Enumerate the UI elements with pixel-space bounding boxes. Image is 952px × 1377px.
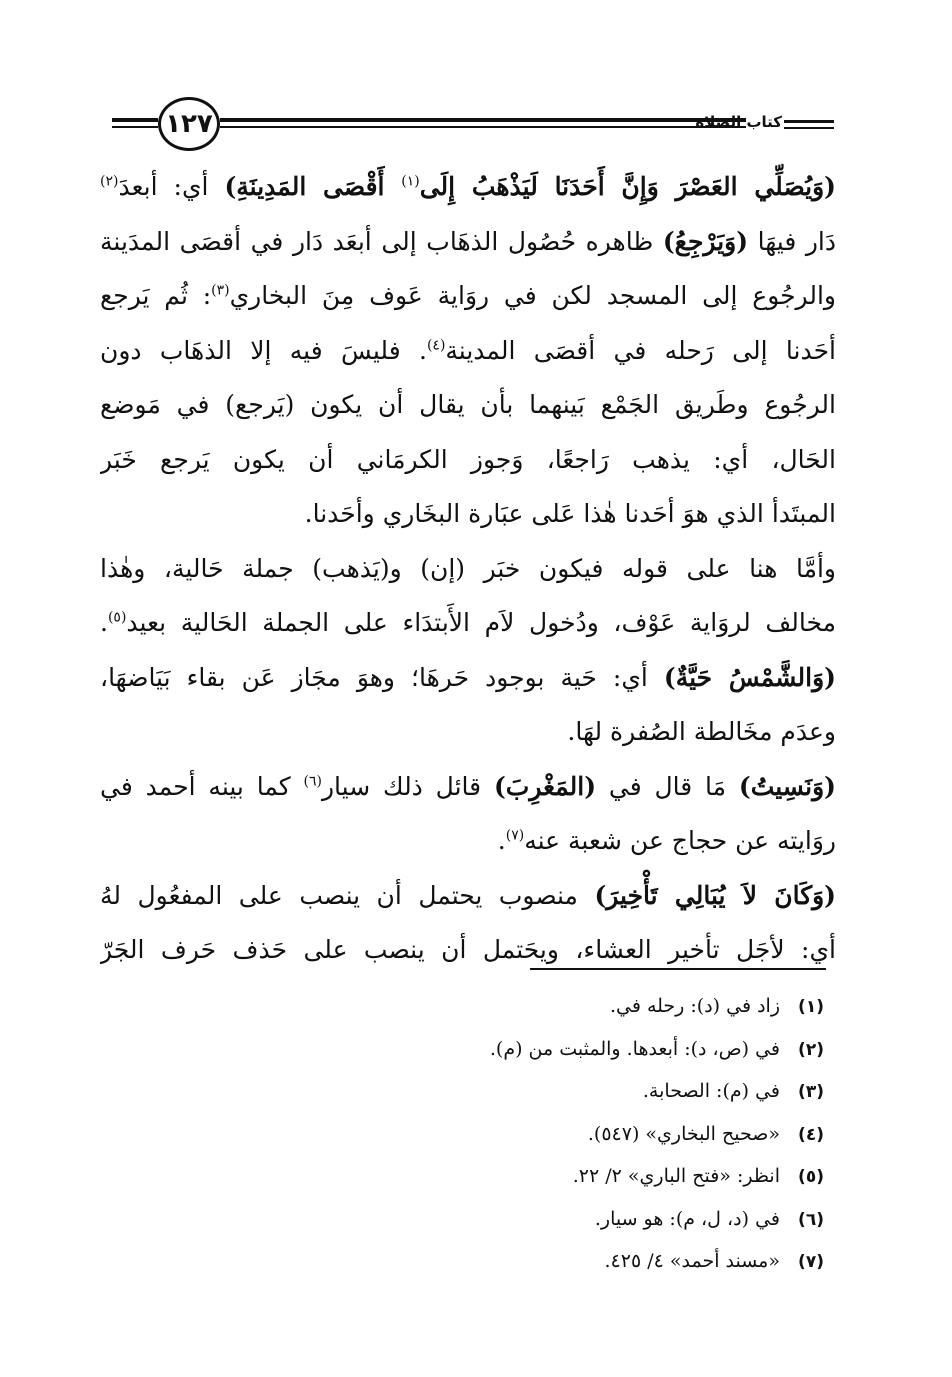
matn-quote: أَقْصَى المَدِينَةِ): [224, 172, 402, 201]
footnote-text: «مسند أحمد» ٤/ ٤٢٥.: [604, 1250, 780, 1272]
commentary-text: أي: حَية بوجود حَرهَا؛ وهوَ مجَاز عَن بقاء بَيَاضهَا،: [100, 662, 664, 692]
text-line: [100, 433, 836, 488]
header-rule: [112, 126, 158, 128]
text-line: [100, 760, 836, 815]
page-number-badge: [158, 97, 220, 151]
text-line: [100, 324, 836, 379]
footnote: [400, 1070, 824, 1113]
footnote-text: في (م): الصحابة.: [642, 1080, 780, 1102]
header-rule: [220, 118, 746, 122]
footnote-ref: (١): [401, 173, 420, 190]
text-line: [100, 487, 836, 542]
matn-quote: (وَيُصَلِّي العَصْرَ وَإِنَّ أَحَدَنَا لَيَذْهَبُ إِلَى: [419, 172, 836, 201]
commentary-text: الحَال، أي: يذهب رَاجعًا، وَجوز الكرمَاني أن يكون يَرجع خَبَر: [100, 444, 836, 474]
footnote: [400, 985, 824, 1028]
commentary-text: : ثُم يَرجع: [100, 281, 212, 310]
header-rule: [220, 126, 746, 128]
matn-quote: (وَكَانَ لاَ يُبَالِي تَأْخِيرَ): [594, 880, 836, 910]
commentary-text: والرجُوع إلى المسجد لكن في روَاية عَوف مِنَ البخاري: [229, 281, 836, 310]
commentary-text: قائل ذلك سيار: [321, 771, 494, 801]
matn-quote: (وَنَسِيتُ): [738, 771, 836, 801]
matn-quote: (وَالشَّمْسُ حَيَّةٌ): [663, 662, 836, 692]
text-line: [100, 814, 836, 869]
commentary-text: وعدَم مخَالطة الصُفرة لهَا.: [567, 717, 836, 746]
commentary-text: أي: أبعدَ: [118, 172, 225, 201]
text-line: [100, 160, 836, 215]
main-text: [100, 160, 836, 978]
header-rule: [784, 120, 834, 123]
text-line: [100, 542, 836, 597]
footnote-text: في (ص، د): أبعدها. والمثبت من (م).: [489, 1037, 780, 1060]
commentary-text: مخالف لروَاية عَوْف، ودُخول لاَم الأَبتدَاء على الجملة الحَالية بعيد: [126, 608, 836, 637]
running-title: كتاب الصلاة: [695, 113, 782, 131]
text-line: [100, 269, 836, 324]
commentary-text: المبتَدأ الذي هوَ أحَدنا هٰذا عَلى عبَارة البخَاري وأحَدنا.: [304, 499, 836, 528]
commentary-text: .: [497, 826, 506, 855]
footnote: [400, 1113, 824, 1156]
page-header: [112, 96, 834, 158]
footnote-ref: (٥): [107, 609, 127, 626]
text-line: [100, 869, 836, 924]
header-rule: [112, 118, 158, 122]
commentary-text: الرجُوع وطَريق الجَمْع بَينهما بأن يقال أن يكون (يَرجع) في مَوضع: [100, 390, 836, 419]
footnote-text: في (د، ل، م): هو سيار.: [594, 1207, 780, 1230]
footnote-ref: (٦): [303, 773, 322, 790]
commentary-text: روَايته عن حجاج عن شعبة عنه: [524, 826, 836, 855]
footnote-ref: (٣): [211, 282, 230, 299]
footnote-ref: (٢): [100, 173, 119, 190]
matn-quote: (وَيَرْجِعُ): [662, 226, 749, 256]
footnote-number: (٥): [798, 1167, 824, 1187]
commentary-text: مَا قال في: [596, 771, 739, 801]
footnote-text: زاد في (د): رحله في.: [609, 995, 780, 1017]
header-rule: [784, 127, 834, 129]
commentary-text: كما بينه أحمد في: [100, 771, 304, 801]
commentary-text: وأمَّا هنا على قوله فيكون خبَر (إن) و(يَذهب) جملة حَالية، وهٰذا: [100, 553, 836, 583]
commentary-text: أي: لأجَل تأخير العشاء، ويحَتمل أن ينصب على حَذف حَرف الجَرّ: [100, 935, 836, 964]
footnote-number: (٧): [798, 1252, 824, 1272]
footnote-number: (٣): [798, 1082, 824, 1102]
commentary-text: .: [100, 608, 108, 637]
footnote-ref: (٧): [505, 827, 525, 844]
text-line: [100, 378, 836, 433]
footnote-number: (٤): [798, 1124, 824, 1145]
text-line: [100, 596, 836, 651]
footnote-number: (١): [798, 997, 824, 1017]
footnote: [400, 1155, 824, 1198]
text-line: [100, 651, 836, 706]
footnote: [400, 1028, 824, 1071]
matn-quote: (المَغْرِبَ): [493, 771, 597, 801]
page-number: ١٢٧: [165, 109, 213, 139]
footnote-ref: (٤): [426, 337, 446, 354]
footnote-text: «صحيح البخاري» (٥٤٧).: [587, 1122, 780, 1145]
footnotes: [400, 985, 824, 1283]
commentary-text: . فليسَ فيه إلا الذهَاب دون: [100, 335, 427, 365]
commentary-text: أحَدنا إلى رَحله في أقصَى المدينة: [445, 335, 836, 365]
commentary-text: دَار فيهَا: [748, 226, 836, 256]
commentary-text: ظاهره حُصُول الذهَاب إلى أبعَد دَار في أقصَى المدَينة: [100, 226, 663, 256]
text-line: [100, 215, 836, 270]
footnote-number: (٦): [798, 1209, 824, 1230]
footnote-number: (٢): [798, 1039, 824, 1060]
footnote-separator: [530, 968, 826, 970]
footnote: [400, 1240, 824, 1283]
footnote: [400, 1198, 824, 1241]
footnote-text: انظر: «فتح الباري» ٢/ ٢٢.: [572, 1165, 780, 1187]
text-line: [100, 705, 836, 760]
commentary-text: منصوب يحتمل أن ينصب على المفعُول لهُ: [100, 880, 595, 910]
